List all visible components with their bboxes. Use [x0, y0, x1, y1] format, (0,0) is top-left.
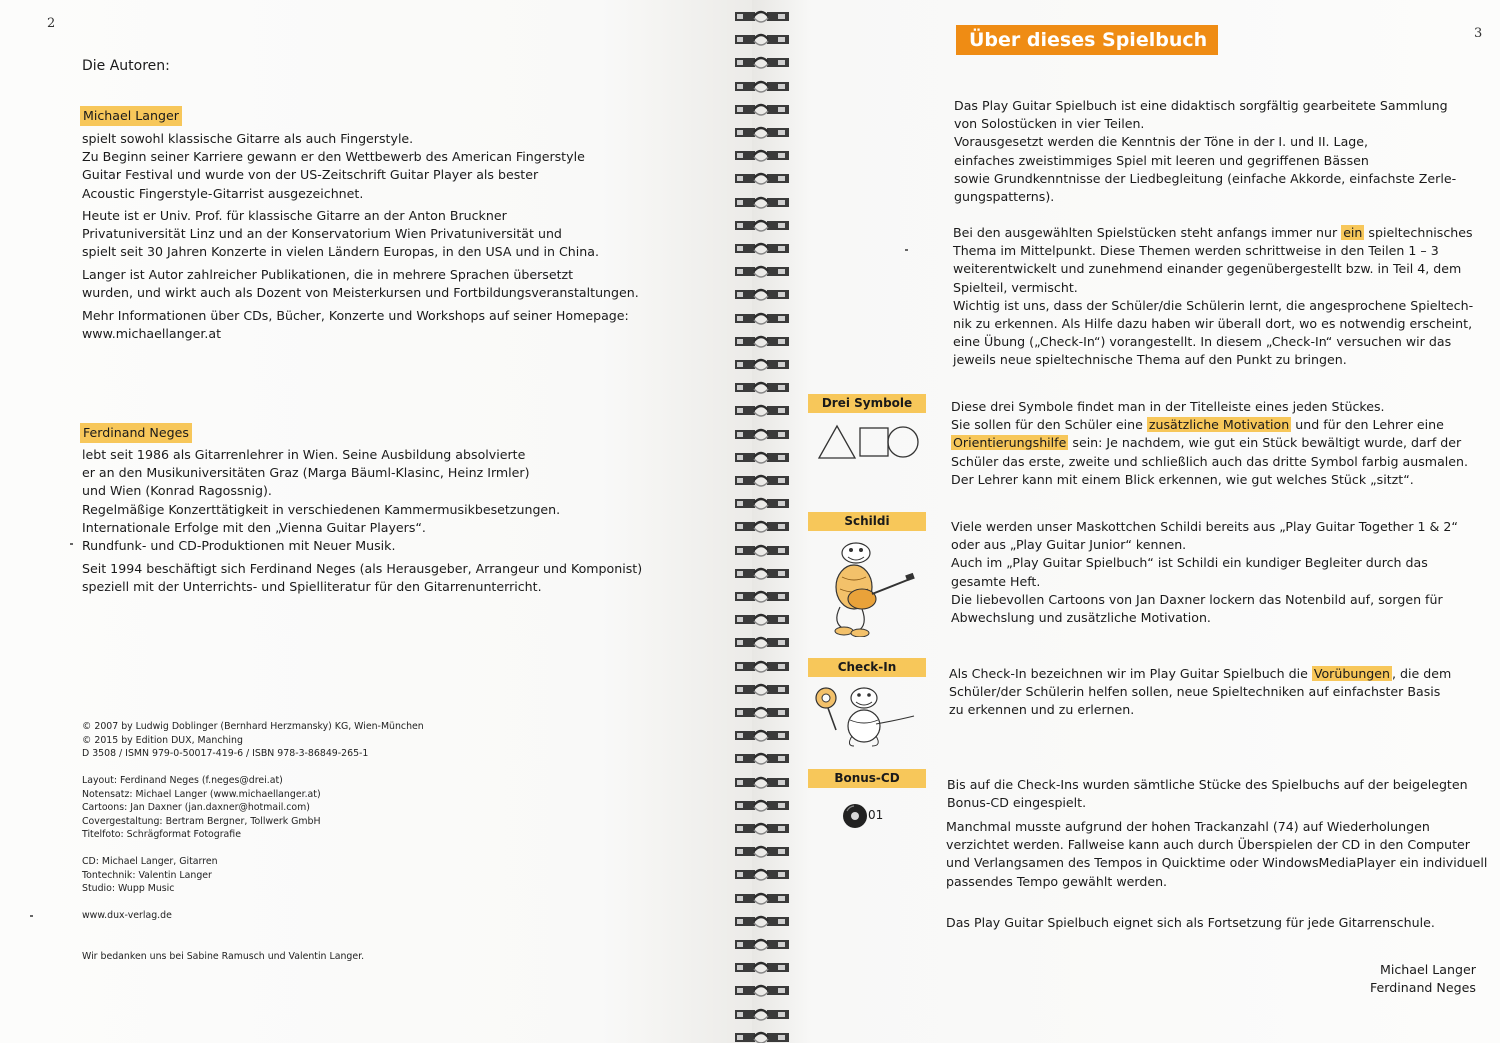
spiral-coil [730, 122, 800, 146]
spiral-coil [730, 424, 800, 448]
spiral-coil [730, 980, 800, 1004]
spiral-coil [730, 563, 800, 587]
spiral-coil [730, 76, 800, 100]
highlight-motivation: zusätzliche Motivation [1148, 417, 1290, 433]
spiral-coil [730, 679, 800, 703]
spiral-coil [730, 957, 800, 981]
check-in-paragraph: Als Check-In bezeichnen wir im Play Guitar Spielbuch die Vorübungen , die dem Schüler/der Schülerin helfen sollen, neue Spieltechniken auf einfachster Basis zu erkennen und zu erlernen. [949, 666, 1452, 718]
spiral-coil [730, 52, 800, 76]
page-number-left: 2 [47, 16, 56, 31]
spiral-coil [730, 168, 800, 192]
themes-paragraph: Bei den ausgewählten Spielstücken steht anfangs immer nur ein spieltechnisches Thema im Mittelpunkt. Diese Themen werden schrittweise in den Teilen 1 – 3 weiterentwickelt und zunehmend einander gegenübergestellt bzw. in Teil 4, dem Spielteil, vermischt. Wichtig ist uns, dass der Schüler/die Schülerin lernt, die angesprochene Spieltech- nik zu erkennen. Als Hilfe dazu haben wir überall dort, wo es notwendig erscheint, eine Übung („Check-In“) vorangestellt. In diesem „Check-In“ versuchen wir das jeweils neue spieltechnische Thema auf den Punkt zu bringen. [953, 225, 1474, 368]
spiral-coil [730, 934, 800, 958]
symbols-paragraph: Diese drei Symbole findet man in der Titelleiste eines jeden Stückes. Sie sollen für den Schüler eine zusätzliche Motivation und für den Lehrer eine Orientierungshilfe sein: Je nachdem, wie gut ein Stück bewältigt wurde, darf der Schüler das erste, zweite und schließlich auch das dritte Symbol farbig ausmalen. Der Lehrer kann mit einem Blick erkennen, wie gut welches Stück „sitzt“. [951, 399, 1469, 487]
print-mark [905, 249, 908, 251]
spiral-coil [730, 586, 800, 610]
author-langer-bio-1: spielt sowohl klassische Gitarre als auch Fingerstyle. Zu Beginn seiner Karriere gewann er den Wettbewerb des American Fingerstyle Guitar Festival und wurde von der US-Zeitschrift Guitar Player als bester Acoustic Fingerstyle-Gitarrist ausgezeichnet. [82, 131, 585, 201]
author-langer-bio-2: Heute ist er Univ. Prof. für klassische Gitarre an der Anton Bruckner Privatuniversität Linz und an der Konservatorium Wien Privatuniversität und spielt seit 30 Jahren Konzerte in vielen Ländern Europas, in den USA und in China. [82, 208, 599, 260]
spiral-coil [730, 748, 800, 772]
spiral-coil [730, 192, 800, 216]
author-langer-bio-3: Langer ist Autor zahlreicher Publikationen, die in mehrere Sprachen übersetzt wurden, und wirkt auch als Dozent von Meisterkursen und Fortbildungsveranstaltungen. [82, 267, 639, 301]
spiral-coil [730, 1027, 800, 1043]
spiral-coil [730, 1004, 800, 1028]
print-mark [30, 915, 33, 917]
highlight-voruebungen: Vorübungen [1313, 666, 1391, 681]
spiral-coil [730, 331, 800, 355]
label-check-in: Check-In [808, 658, 926, 677]
label-schildi: Schildi [808, 512, 926, 531]
intro-paragraph: Das Play Guitar Spielbuch ist eine didaktisch sorgfältig gearbeitete Sammlung von Solostücken in vier Teilen. Vorausgesetzt werden die Kenntnis der Töne in der I. und II. Lage, einfaches zweistimmiges Spiel mit leeren und gegriffenen Bässen sowie Grundkenntnisse der Liedbegleitung (einfache Akkorde, einfachste Zerle- gungspatterns). [954, 98, 1457, 205]
publisher-website: www.dux-verlag.de [82, 910, 172, 921]
author-name-neges: Ferdinand Neges [80, 423, 192, 443]
spiral-coil [730, 99, 800, 123]
spiral-coil [730, 818, 800, 842]
spiral-coil [730, 493, 800, 517]
authors-heading: Die Autoren: [82, 58, 170, 74]
highlight-ein: ein [1343, 225, 1363, 240]
imprint-copyright: © 2007 by Ludwig Doblinger (Bernhard Herzmansky) KG, Wien-München © 2015 by Edition DUX, Manching D 3508 / ISMN 979-0-50017-419-6 / ISBN 978-3-86849-265-1 [82, 721, 424, 760]
spiral-coil [730, 238, 800, 262]
spiral-coil [730, 609, 800, 633]
three-symbols-icon [816, 422, 920, 462]
bonus-cd-paragraph-2: Manchmal musste aufgrund der hohen Trackanzahl (74) auf Wiederholungen verzichtet werden. Fallweise kann auch durch Überspielen der CD in den Computer und Verlangsamen des Tempos in Quicktime oder WindowsMediaPlayer ein individuell passendes Tempo gewählt werden. [946, 819, 1488, 889]
imprint-cd-credits: CD: Michael Langer, Gitarren Tontechnik: Valentin Langer Studio: Wupp Music [82, 856, 218, 895]
print-mark [70, 543, 73, 545]
spiral-coil [730, 540, 800, 564]
highlight-orientierungshilfe: Orientierungshilfe [953, 435, 1067, 451]
spiral-coil [730, 888, 800, 912]
spiral-coil [730, 911, 800, 935]
spiral-coil [730, 6, 800, 30]
langer-homepage-link: www.michaellanger.at [82, 326, 222, 342]
author-neges-bio-1: lebt seit 1986 als Gitarrenlehrer in Wien. Seine Ausbildung absolvierte er an den Musikuniversitäten Graz (Marga Bäuml-Klasinc, Heinz Irmler) und Wien (Konrad Ragossnig). Regelmäßige Konzerttätigkeit in verschiedenen Kammermusikbesetzungen. Internationale Erfolge mit den „Vienna Guitar Players“. Rundfunk- und CD-Produktionen mit Neuer Musik. [82, 447, 561, 554]
spiral-coil [730, 308, 800, 332]
page-number-right: 3 [1474, 26, 1483, 41]
schildi-turtle-guitar-icon [818, 537, 918, 637]
spiral-coil [730, 284, 800, 308]
spiral-coil [730, 632, 800, 656]
spiral-coil [730, 447, 800, 471]
spiral-coil [730, 725, 800, 749]
cd-icon [842, 802, 868, 830]
schildi-check-in-icon [806, 680, 920, 748]
spiral-coil [730, 354, 800, 378]
spiral-coil [730, 841, 800, 865]
spiral-coil [730, 795, 800, 819]
spiral-coil [730, 772, 800, 796]
author-langer-bio-4: Mehr Informationen über CDs, Bücher, Konzerte und Workshops auf seiner Homepage: www.michaellanger.at [82, 307, 629, 343]
page-title-banner: Über dieses Spielbuch [956, 25, 1218, 55]
spiral-coil [730, 470, 800, 494]
signature-langer: Michael Langer [1380, 962, 1476, 977]
spiral-coil [730, 377, 800, 401]
spiral-binding [730, 0, 800, 1043]
label-bonus-cd: Bonus-CD [808, 769, 926, 788]
spiral-coil [730, 400, 800, 424]
cd-track-number: 01 [868, 808, 884, 822]
spiral-coil [730, 656, 800, 680]
spiral-coil [730, 215, 800, 239]
spiral-coil [730, 261, 800, 285]
spiral-coil [730, 864, 800, 888]
spiral-coil [730, 702, 800, 726]
closing-sentence: Das Play Guitar Spielbuch eignet sich als Fortsetzung für jede Gitarrenschule. [946, 915, 1435, 930]
author-name-langer: Michael Langer [80, 106, 182, 126]
bonus-cd-paragraph-1: Bis auf die Check-Ins wurden sämtliche Stücke des Spielbuchs auf der beigelegten Bonus-CD eingespielt. [947, 777, 1468, 811]
spiral-coil [730, 145, 800, 169]
author-neges-bio-2: Seit 1994 beschäftigt sich Ferdinand Neges (als Herausgeber, Arrangeur und Komponist) speziell mit der Unterrichts- und Spielliteratur für den Gitarrenunterricht. [82, 561, 643, 595]
signature-neges: Ferdinand Neges [1370, 980, 1476, 995]
acknowledgements: Wir bedanken uns bei Sabine Ramusch und Valentin Langer. [82, 951, 365, 962]
schildi-paragraph: Viele werden unser Maskottchen Schildi bereits aus „Play Guitar Together 1 & 2“ oder aus „Play Guitar Junior“ kennen. Auch im „Play Guitar Spielbuch“ ist Schildi ein kundiger Begleiter durch das gesamte Heft. Die liebevollen Cartoons von Jan Daxner lockern das Notenbild auf, sorgen für Abwechslung und zusätzliche Motivation. [951, 519, 1458, 626]
label-drei-symbole: Drei Symbole [808, 394, 926, 413]
spiral-coil [730, 516, 800, 540]
imprint-credits: Layout: Ferdinand Neges (f.neges@drei.at) Notensatz: Michael Langer (www.michaellanger.at) Cartoons: Jan Daxner (jan.daxner@hotmail.com) Covergestaltung: Bertram Bergner, Tollwerk GmbH Titelfoto: Schrägformat Fotografie [82, 775, 321, 841]
spiral-coil [730, 29, 800, 53]
cd-track-badge [842, 802, 892, 832]
